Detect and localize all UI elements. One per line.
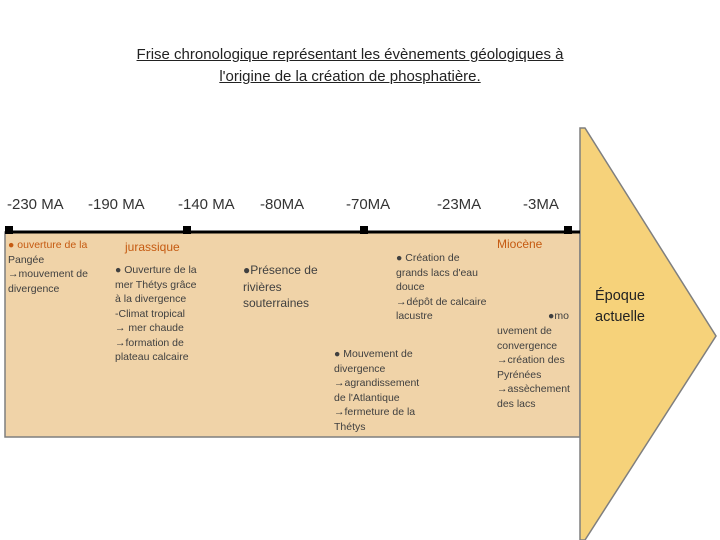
event-lacs-line-2: grands lacs d'eau xyxy=(396,266,478,279)
event-rivieres xyxy=(243,262,318,312)
event-pangee xyxy=(8,238,88,296)
event-atlantique-line-2: divergence xyxy=(334,362,386,375)
event-thetys-line-7: plateau calcaire xyxy=(115,351,189,363)
timeline-label-3: -3MA xyxy=(523,196,559,213)
period-heading-miocene: Miocène xyxy=(497,237,543,251)
event-atlantique xyxy=(334,347,419,434)
event-thetys-line-6: →formation de xyxy=(115,336,184,349)
event-pangee-line-2: Pangée xyxy=(8,253,45,266)
event-rivieres-line-2: rivières xyxy=(243,279,282,294)
event-rivieres-line-3: souterraines xyxy=(243,296,310,310)
timeline-label-70: -70MA xyxy=(346,196,391,213)
timeline-label-140: -140 MA xyxy=(178,196,235,213)
event-pyrenees-line-1: ●mo xyxy=(548,310,569,322)
epoque-line-1: Époque xyxy=(595,288,645,304)
event-pangee-line-4: divergence xyxy=(8,282,60,295)
epoque-actuelle xyxy=(585,286,655,328)
event-pangee-line-3: →mouvement de xyxy=(8,268,88,280)
event-lacs xyxy=(396,251,486,324)
event-pyrenees-line-4: →création des xyxy=(497,354,565,366)
timeline-label-80: -80MA xyxy=(260,196,305,213)
event-atlantique-line-4: de l'Atlantique xyxy=(334,391,400,404)
event-pyrenees-line-2: uvement de xyxy=(497,325,552,337)
event-thetys-line-2: mer Thétys grâce xyxy=(115,278,197,291)
event-atlantique-line-5: →fermeture de la xyxy=(334,406,416,418)
event-rivieres-line-1: ●Présence de xyxy=(243,263,318,277)
event-pyrenees-start xyxy=(548,309,569,324)
tick-marker-4 xyxy=(564,226,572,234)
period-heading-jurassique: jurassique xyxy=(125,240,180,254)
event-atlantique-line-6: Thétys xyxy=(334,420,366,433)
tick-marker-2 xyxy=(183,226,191,234)
tick-marker-3 xyxy=(360,226,368,234)
event-thetys xyxy=(115,263,197,365)
epoque-line-2: actuelle xyxy=(595,309,645,325)
event-pyrenees-line-6: →assèchement xyxy=(497,383,570,395)
event-thetys-line-5: → mer chaude xyxy=(115,322,184,334)
title-line-1: Frise chronologique représentant les évènements géologiques à xyxy=(136,46,564,63)
event-thetys-line-1: ● Ouverture de la xyxy=(115,264,197,276)
event-pyrenees xyxy=(497,324,570,411)
timeline-label-190: -190 MA xyxy=(88,196,145,213)
event-lacs-line-4: →dépôt de calcaire xyxy=(396,295,487,308)
event-thetys-line-4: -Climat tropical xyxy=(115,307,186,320)
title-line-2: l'origine de la création de phosphatière. xyxy=(219,68,481,85)
event-pyrenees-line-5: Pyrénées xyxy=(497,368,542,381)
page-title xyxy=(100,44,600,88)
event-pyrenees-line-3: convergence xyxy=(497,339,558,352)
timeline-label-230: -230 MA xyxy=(7,196,64,213)
timeline-label-23: -23MA xyxy=(437,196,482,213)
tick-marker-1 xyxy=(5,226,13,234)
event-atlantique-line-1: ● Mouvement de xyxy=(334,348,413,360)
event-atlantique-line-3: →agrandissement xyxy=(334,377,420,389)
event-pangee-line-1: ● ouverture de la xyxy=(8,239,88,251)
event-pyrenees-line-7: des lacs xyxy=(497,397,536,410)
event-lacs-line-1: ● Création de xyxy=(396,252,460,264)
event-lacs-line-5: lacustre xyxy=(396,310,433,322)
arrow-head xyxy=(580,128,716,540)
event-lacs-line-3: douce xyxy=(396,281,425,293)
event-thetys-line-3: à la divergence xyxy=(115,293,187,305)
